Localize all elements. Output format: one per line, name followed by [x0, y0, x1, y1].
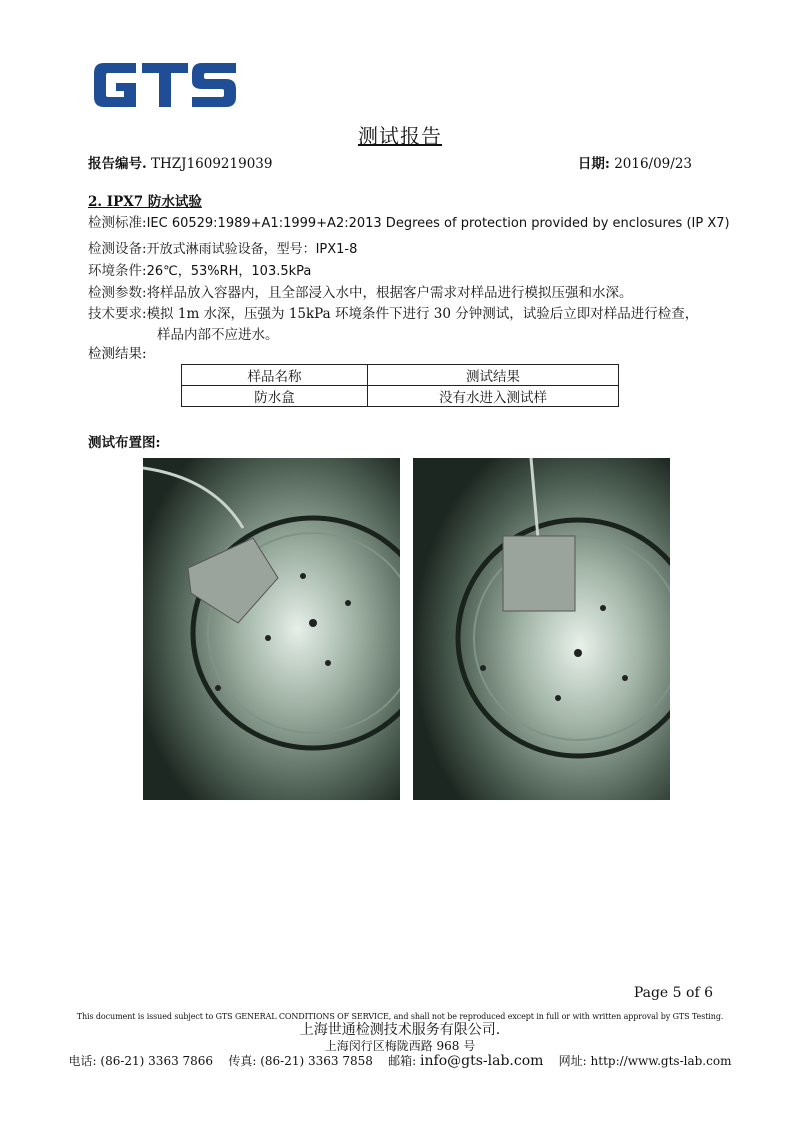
footer-fax: 传真: (86-21) 3363 7858	[228, 1054, 373, 1068]
requirements-line-2: 样品内部不应进水。	[157, 327, 279, 343]
report-number-value: THZJ1609219039	[151, 156, 273, 172]
requirements-label: 技术要求:	[88, 306, 147, 322]
results-label: 检测结果:	[88, 346, 147, 362]
table-cell: 防水盒	[182, 386, 368, 407]
report-number	[88, 152, 272, 172]
footer-company: 上海世通检测技术服务有限公司.	[299, 1022, 501, 1038]
page-number: Page 5 of 6	[633, 985, 713, 1001]
report-date	[578, 152, 692, 172]
conditions-row	[88, 261, 311, 282]
params-label: 检测参数:	[88, 285, 147, 301]
test-setup-photo-1	[143, 458, 400, 800]
equipment-label: 检测设备:	[88, 241, 147, 257]
standard-row	[88, 213, 730, 234]
section-heading: 2. IPX7 防水试验	[88, 194, 202, 210]
page-title: 测试报告	[358, 124, 442, 148]
report-date-label: 日期:	[577, 156, 610, 172]
table-header-row	[182, 365, 619, 386]
standard-value: IEC 60529:1989+A1:1999+A2:2013 Degrees of protection provided by enclosures (IP X7)	[146, 216, 730, 231]
table-header-cell: 测试结果	[368, 365, 619, 386]
table-cell: 没有水进入测试样	[368, 386, 619, 407]
requirements-row	[88, 304, 698, 325]
report-date-value: 2016/09/23	[614, 156, 692, 172]
footer-address: 上海闵行区梅陇西路 968 号	[324, 1039, 476, 1053]
standard-label: 检测标准:	[88, 215, 147, 231]
requirements-line-1: 模拟 1m 水深，压强为 15kPa 环境条件下进行 30 分钟测试，试验后立即对样品进行检查，	[146, 306, 699, 322]
footer-website[interactable]: 网址: http://www.gts-lab.com	[558, 1054, 732, 1068]
report-number-label: 报告编号.	[88, 156, 147, 172]
company-logo	[90, 57, 240, 113]
table-header-cell: 样品名称	[182, 365, 368, 386]
test-setup-photo-2	[413, 458, 670, 800]
footer-phone: 电话: (86-21) 3363 7866	[68, 1054, 214, 1068]
conditions-label: 环境条件:	[88, 263, 147, 279]
conditions-value: 26℃，53%RH，103.5kPa	[146, 264, 312, 279]
equipment-value: 开放式淋雨试验设备，型号：IPX1-8	[146, 242, 358, 257]
params-row	[88, 283, 633, 304]
table-row	[182, 386, 619, 407]
params-value: 将样品放入容器内，且全部浸入水中，根据客户需求对样品进行模拟压强和水深。	[146, 285, 633, 301]
results-table	[181, 364, 619, 407]
footer-email[interactable]: info@gts-lab.com	[420, 1053, 544, 1069]
footer-contacts	[0, 1052, 800, 1069]
footer-email-label: 邮箱:	[388, 1054, 417, 1068]
equipment-row	[88, 239, 357, 260]
layout-heading: 测试布置图:	[88, 435, 161, 451]
footer-disclaimer: This document is issued subject to GTS GENERAL CONDITIONS OF SERVICE, and shall not be reproduced except in full or with written approval by GTS Testing.	[76, 1012, 724, 1021]
